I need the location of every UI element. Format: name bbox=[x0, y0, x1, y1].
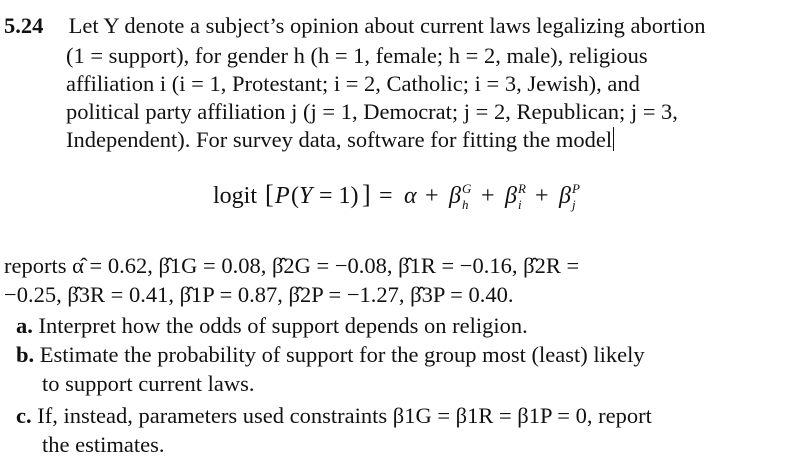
svg-text:+: + bbox=[481, 183, 495, 209]
svg-text:[: [ bbox=[265, 180, 274, 209]
svg-text:]: ] bbox=[362, 180, 371, 209]
svg-text:= 1): = 1) bbox=[319, 183, 359, 209]
part-c-cont: the estimates. bbox=[42, 432, 165, 457]
intro-line-2: (1 = support), for gender h (h = 1, female; h = 2, male), religious bbox=[66, 43, 648, 68]
svg-text:i: i bbox=[518, 197, 522, 212]
part-b-label: b. bbox=[16, 342, 35, 367]
intro-line-5-text: Independent). For survey data, software for fitting the model bbox=[66, 127, 613, 152]
svg-text:G: G bbox=[462, 181, 472, 196]
svg-text:logit: logit bbox=[213, 183, 258, 209]
part-a bbox=[16, 312, 528, 340]
part-c-text: If, instead, parameters used constraints β1G = β1R = β1P = 0, report bbox=[37, 403, 652, 428]
part-b bbox=[16, 341, 645, 369]
problem-first-line bbox=[4, 12, 706, 40]
part-b-cont: to support current laws. bbox=[42, 371, 255, 396]
svg-text:Y: Y bbox=[299, 183, 313, 209]
reports-line-2: −0.25, β̂3R = 0.41, β̂1P = 0.87, β̂2P = −1.27, β̂3P = 0.40. bbox=[4, 282, 514, 307]
svg-text:+: + bbox=[535, 183, 549, 209]
intro-line-3: affiliation i (i = 1, Protestant; i = 2, Catholic; i = 3, Jewish), and bbox=[66, 71, 640, 96]
svg-text:β: β bbox=[559, 183, 571, 209]
svg-text:h: h bbox=[462, 197, 469, 212]
svg-text:(: ( bbox=[291, 183, 299, 209]
svg-text:=: = bbox=[379, 183, 393, 209]
svg-text:+: + bbox=[425, 183, 439, 209]
intro-line-5 bbox=[66, 126, 614, 154]
reports-line-1: reports α̂ = 0.62, β̂1G = 0.08, β̂2G = −0.08, β̂1R = −0.16, β̂2R = bbox=[4, 253, 580, 278]
intro-line-1: Let Y denote a subject’s opinion about current laws legalizing abortion bbox=[68, 13, 706, 38]
model-equation bbox=[213, 177, 633, 224]
part-c bbox=[16, 402, 652, 430]
model-equation-svg bbox=[213, 177, 633, 217]
svg-text:β: β bbox=[505, 183, 517, 209]
svg-text:P: P bbox=[275, 183, 290, 209]
svg-text:P: P bbox=[572, 181, 580, 196]
part-b-text: Estimate the probability of support for the group most (least) likely bbox=[39, 342, 645, 367]
problem-number: 5.24 bbox=[4, 13, 44, 38]
part-a-label: a. bbox=[16, 313, 33, 338]
svg-text:β: β bbox=[449, 183, 461, 209]
svg-text:R: R bbox=[518, 181, 526, 196]
part-c-label: c. bbox=[16, 403, 32, 428]
part-a-text: Interpret how the odds of support depends on religion. bbox=[38, 313, 528, 338]
svg-text:j: j bbox=[572, 197, 576, 212]
intro-line-4: political party affiliation j (j = 1, Democrat; j = 2, Republican; j = 3, bbox=[66, 99, 678, 124]
svg-text:α: α bbox=[404, 183, 417, 209]
text-cursor bbox=[613, 127, 614, 151]
